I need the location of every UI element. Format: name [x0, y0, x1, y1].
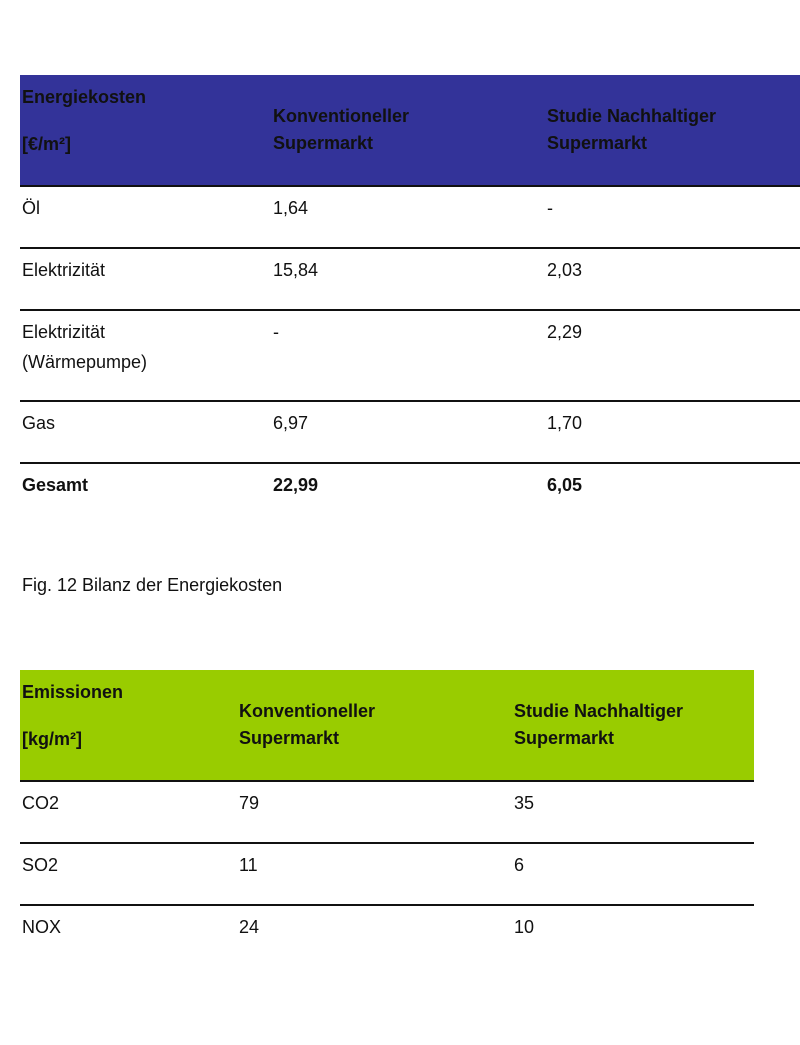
energy-cost-table	[20, 75, 800, 524]
table-row	[20, 780, 754, 842]
row-label: NOX	[22, 917, 62, 937]
header-conventional-line1: Konventioneller	[239, 701, 376, 721]
table-row-total	[20, 462, 800, 524]
header-category	[22, 84, 146, 158]
row-sustainable: 6,05	[547, 475, 583, 495]
row-conventional: 11	[239, 855, 258, 875]
row-conventional: 15,84	[273, 260, 319, 280]
row-conventional: 22,99	[273, 475, 319, 495]
header-category	[22, 679, 123, 753]
row-label	[22, 319, 147, 376]
header-conventional-line2: Supermarkt	[273, 133, 374, 153]
figure-caption: Fig. 12 Bilanz der Energiekosten	[22, 575, 283, 595]
header-sustainable-line1: Studie Nachhaltiger	[547, 106, 717, 126]
table-header	[20, 75, 800, 185]
header-sustainable-line1: Studie Nachhaltiger	[514, 701, 684, 721]
header-conventional	[273, 103, 409, 157]
row-label: Elektrizität	[22, 260, 106, 280]
row-conventional: 79	[239, 793, 260, 813]
row-label: Gas	[22, 413, 56, 433]
table-row	[20, 309, 800, 400]
row-label: Gesamt	[22, 475, 89, 495]
row-conventional: -	[273, 322, 279, 342]
table-row	[20, 904, 754, 966]
header-conventional-line2: Supermarkt	[239, 728, 340, 748]
header-category-unit: [€/m²]	[22, 134, 71, 154]
emission-table	[20, 670, 754, 966]
header-conventional	[239, 698, 375, 752]
header-conventional-line1: Konventioneller	[273, 106, 410, 126]
row-label: CO2	[22, 793, 60, 813]
row-sustainable: 6	[514, 855, 525, 875]
header-category-title: Energiekosten	[22, 87, 147, 107]
header-category-unit: [kg/m²]	[22, 729, 82, 749]
table-row	[20, 842, 754, 904]
row-sustainable: 35	[514, 793, 535, 813]
header-category-title: Emissionen	[22, 682, 124, 702]
row-sustainable: -	[547, 198, 553, 218]
row-label: SO2	[22, 855, 59, 875]
row-sustainable: 1,70	[547, 413, 583, 433]
header-sustainable-line2: Supermarkt	[547, 133, 648, 153]
row-conventional: 6,97	[273, 413, 309, 433]
row-label-line2: (Wärmepumpe)	[22, 352, 148, 372]
table-header	[20, 670, 754, 780]
header-sustainable	[514, 698, 683, 752]
row-sustainable: 2,03	[547, 260, 583, 280]
header-sustainable-line2: Supermarkt	[514, 728, 615, 748]
row-label-line1: Elektrizität	[22, 322, 106, 342]
row-label: Öl	[22, 198, 40, 218]
row-conventional: 24	[239, 917, 260, 937]
header-sustainable	[547, 103, 716, 157]
row-sustainable: 10	[514, 917, 535, 937]
row-sustainable: 2,29	[547, 322, 583, 342]
table-row	[20, 247, 800, 309]
row-conventional: 1,64	[273, 198, 309, 218]
table-row	[20, 400, 800, 462]
table-row	[20, 185, 800, 247]
